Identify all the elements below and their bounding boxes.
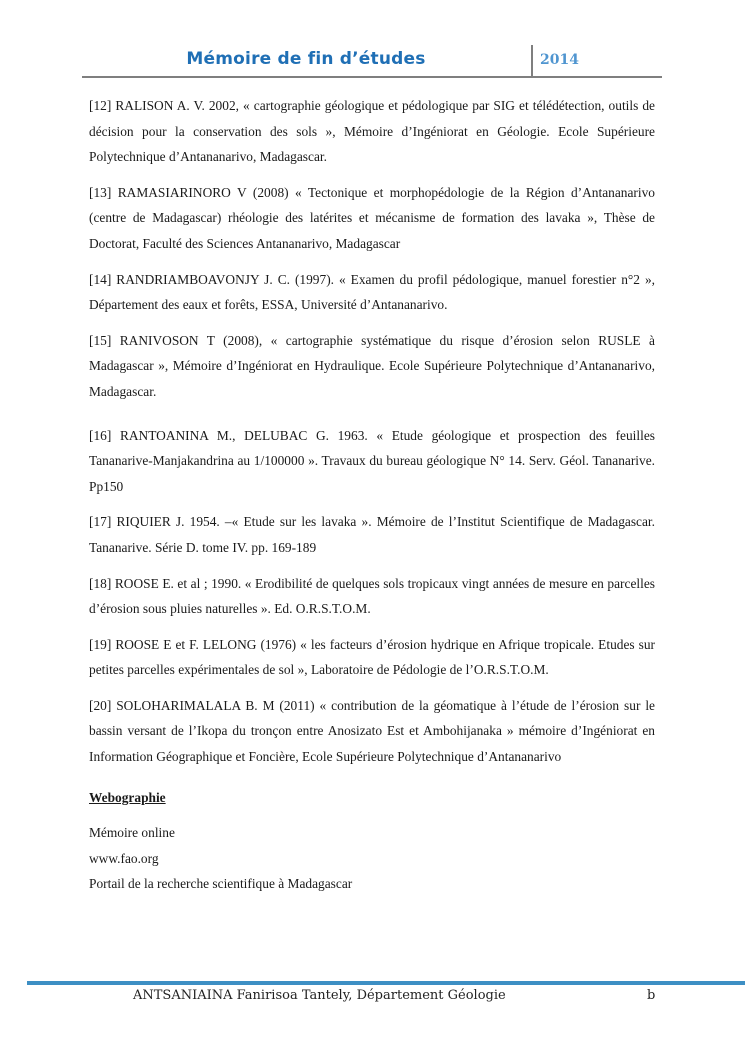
reference-12: [12] RALISON A. V. 2002, « cartographie géologique et pédologique par SIG et télédétection, outils de décision pour la conservation des sols », Mémoire d’Ingéniorat en Géologie. Ecole Supérieure Polytechnique d’Antananarivo, Madagascar. <box>89 98 655 165</box>
header-rule <box>82 76 662 78</box>
reference-14: [14] RANDRIAMBOAVONJY J. C. (1997). « Examen du profil pédologique, manuel forestier n°2 », Département des eaux et forêts, ESSA, Université d’Antananarivo. <box>89 271 655 313</box>
reference-16: [16] RANTOANINA M., DELUBAC G. 1963. « Etude géologique et prospection des feuilles Tananarive-Manjakandrina au 1/100000 ». Travaux du bureau géologique N° 14. Serv. Géol. Tananarive. Pp150 <box>89 427 655 494</box>
reference-13: [13] RAMASIARINORO V (2008) « Tectonique et morphopédologie de la Région d’Antananarivo (centre de Madagascar) rhéologie des latérites et mécanisme de formation des lavaka », Thèse de Doctorat, Faculté des Sciences Antananarivo, Madagascar <box>89 184 655 251</box>
footer-rule <box>27 981 745 985</box>
reference-15: [15] RANIVOSON T (2008), « cartographie systématique du risque d’érosion selon RUSLE à Madagascar », Mémoire d’Ingéniorat en Hydraulique. Ecole Supérieure Polytechnique d’Antananarivo, Madagascar. <box>89 332 655 399</box>
page-header <box>82 40 662 78</box>
footer-author: ANTSANIAINA Fanirisoa Tantely, Département Géologie <box>133 988 506 1003</box>
web-item-memoire-online: Mémoire online <box>89 825 175 841</box>
header-separator <box>531 45 533 77</box>
web-item-portail: Portail de la recherche scientifique à Madagascar <box>89 876 353 892</box>
web-item-fao: www.fao.org <box>89 850 159 866</box>
header-title: Mémoire de fin d’études <box>186 49 426 69</box>
reference-20: [20] SOLOHARIMALALA B. M (2011) « contribution de la géomatique à l’étude de l’érosion sur le bassin versant de l’Ikopa du tronçon entre Anosizato Est et Ambohijanaka » mémoire d’Ingéniorat en Information Géographique et Foncière, Ecole Supérieure Polytechnique d’Antananarivo <box>89 697 655 765</box>
reference-19: [19] ROOSE E et F. LELONG (1976) « les facteurs d’érosion hydrique en Afrique tropicale. Etudes sur petites parcelles expérimentales de sol », Laboratoire de Pédologie de l’O.R.S.T.O.M. <box>89 636 655 678</box>
page-number: b <box>647 988 656 1003</box>
webographie-title: Webographie <box>89 789 166 805</box>
references-body <box>89 93 655 897</box>
reference-18: [18] ROOSE E. et al ; 1990. « Erodibilité de quelques sols tropicaux vingt années de mesure en parcelles d’érosion sous pluies naturelles ». Ed. O.R.S.T.O.M. <box>89 575 655 617</box>
reference-17: [17] RIQUIER J. 1954. –« Etude sur les lavaka ». Mémoire de l’Institut Scientifique de Madagascar. Tananarive. Série D. tome IV. pp. 169-189 <box>89 514 655 555</box>
header-year: 2014 <box>540 52 579 68</box>
